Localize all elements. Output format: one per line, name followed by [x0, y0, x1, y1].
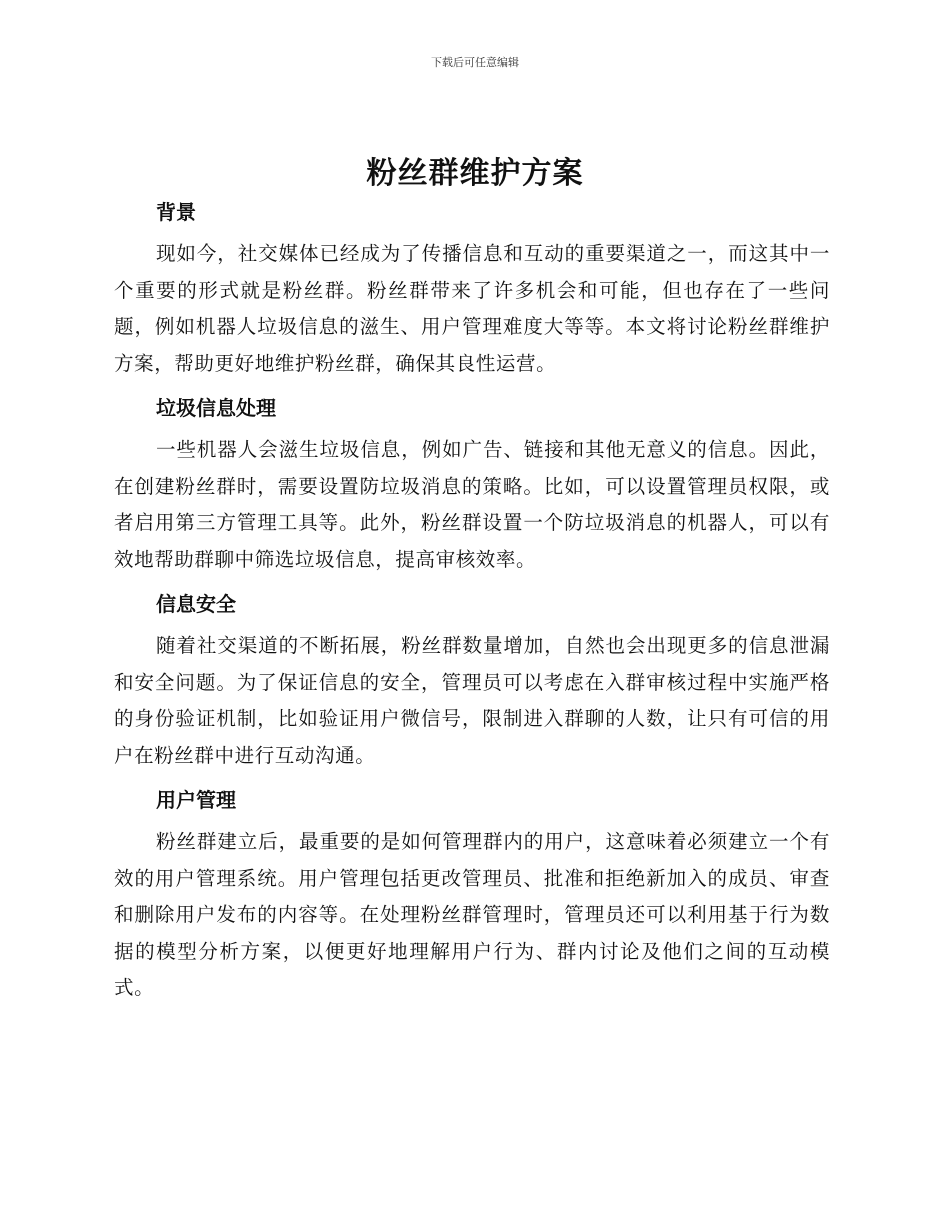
section-background	[114, 196, 830, 382]
section-paragraph: 一些机器人会滋生垃圾信息，例如广告、链接和其他无意义的信息。因此，在创建粉丝群时，需要设置防垃圾消息的策略。比如，可以设置管理员权限，或者启用第三方管理工具等。此外，粉丝群设置一个防垃圾消息的机器人，可以有效地帮助群聊中筛选垃圾信息，提高审核效率。	[114, 438, 830, 571]
page-header-note: 下载后可任意编辑	[431, 56, 519, 69]
document-body	[114, 196, 830, 1017]
section-spam-handling	[114, 392, 830, 578]
section-paragraph: 粉丝群建立后，最重要的是如何管理群内的用户，这意味着必须建立一个有效的用户管理系统。用户管理包括更改管理员、批准和拒绝新加入的成员、审查和删除用户发布的内容等。在处理粉丝群管理时，管理员还可以利用基于行为数据的模型分析方案，以便更好地理解用户行为、群内讨论及他们之间的互动模式。	[114, 830, 830, 999]
section-user-management	[114, 784, 830, 1007]
section-paragraph: 随着社交渠道的不断拓展，粉丝群数量增加，自然也会出现更多的信息泄漏和安全问题。为了保证信息的安全，管理员可以考虑在入群审核过程中实施严格的身份验证机制，比如验证用户微信号，限制进入群聊的人数，让只有可信的用户在粉丝群中进行互动沟通。	[114, 634, 830, 767]
section-heading: 信息安全	[156, 592, 236, 616]
section-information-security	[114, 588, 830, 774]
section-heading: 背景	[156, 200, 196, 224]
section-heading: 垃圾信息处理	[156, 396, 276, 420]
section-paragraph: 现如今，社交媒体已经成为了传播信息和互动的重要渠道之一，而这其中一个重要的形式就是粉丝群。粉丝群带来了许多机会和可能，但也存在了一些问题，例如机器人垃圾信息的滋生、用户管理难度大等等。本文将讨论粉丝群维护方案，帮助更好地维护粉丝群，确保其良性运营。	[114, 242, 830, 375]
section-heading: 用户管理	[156, 788, 236, 812]
document-title: 粉丝群维护方案	[366, 156, 584, 191]
